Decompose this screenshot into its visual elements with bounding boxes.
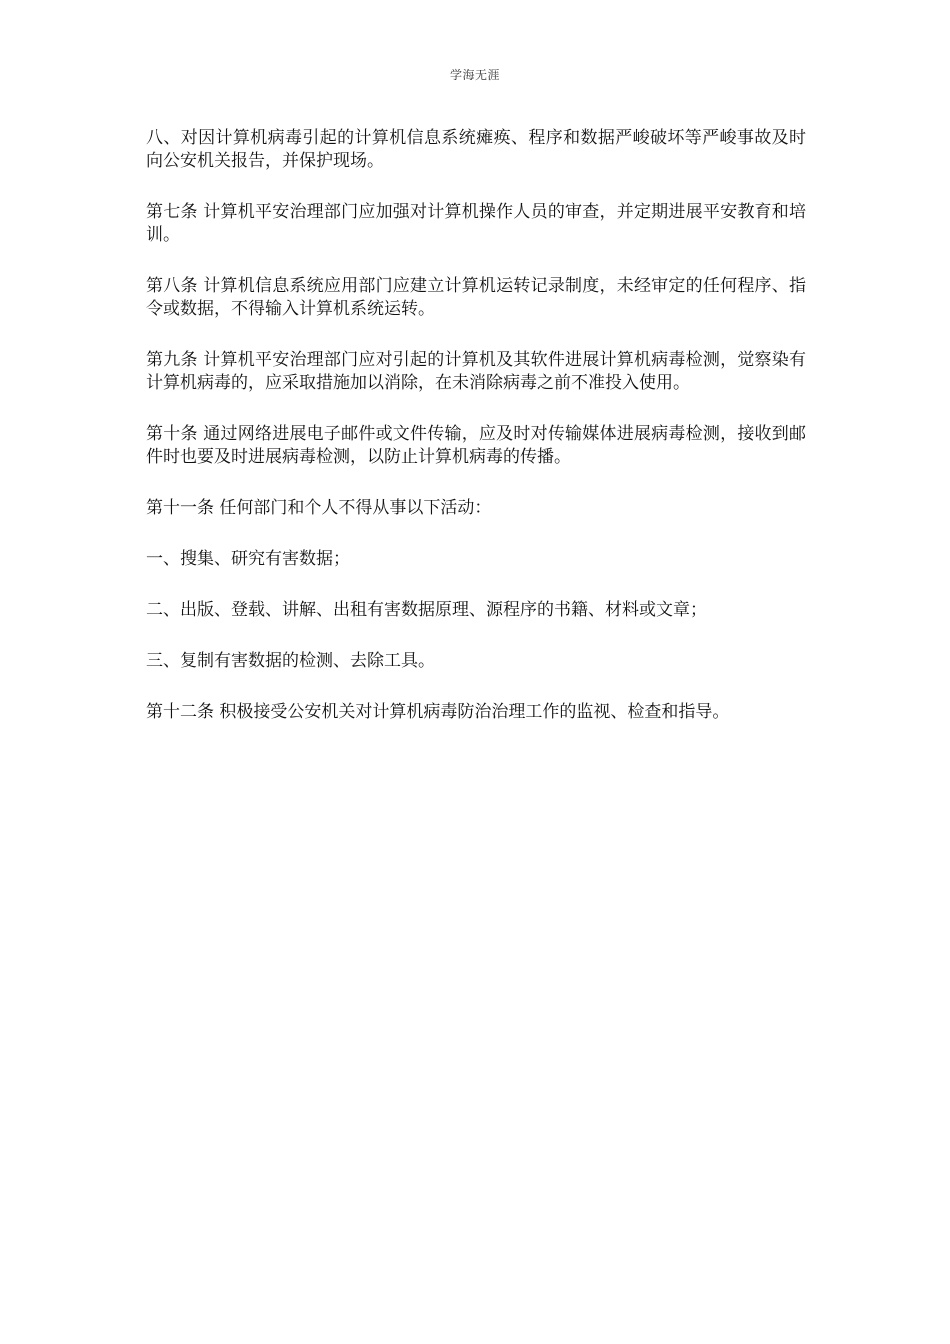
paragraph-item-8: 八、对因计算机病毒引起的计算机信息系统瘫痪、程序和数据严峻破坏等严峻事故及时向公安机关报告，并保护现场。 [146,128,806,171]
article-12: 第十二条 积极接受公安机关对计算机病毒防治治理工作的监视、检查和指导。 [146,702,730,722]
article-11-item-2: 二、出版、登载、讲解、出租有害数据原理、源程序的书籍、材料或文章； [146,600,707,620]
page-header: 学海无涯 [449,68,500,82]
article-8: 第八条 计算机信息系统应用部门应建立计算机运转记录制度，未经审定的任何程序、指令或数据，不得输入计算机系统运转。 [146,276,806,319]
article-10: 第十条 通过网络进展电子邮件或文件传输，应及时对传输媒体进展病毒检测，接收到邮件时也要及时进展病毒检测，以防止计算机病毒的传播。 [146,424,806,467]
article-7: 第七条 计算机平安治理部门应加强对计算机操作人员的审查，并定期进展平安教育和培训。 [146,202,806,245]
article-11-item-1: 一、搜集、研究有害数据； [146,549,350,569]
article-11: 第十一条 任何部门和个人不得从事以下活动： [146,498,492,518]
article-9: 第九条 计算机平安治理部门应对引起的计算机及其软件进展计算机病毒检测，觉察染有计算机病毒的，应采取措施加以消除，在未消除病毒之前不准投入使用。 [146,350,806,393]
article-11-item-3: 三、复制有害数据的检测、去除工具。 [146,651,435,671]
document-body [146,127,806,752]
